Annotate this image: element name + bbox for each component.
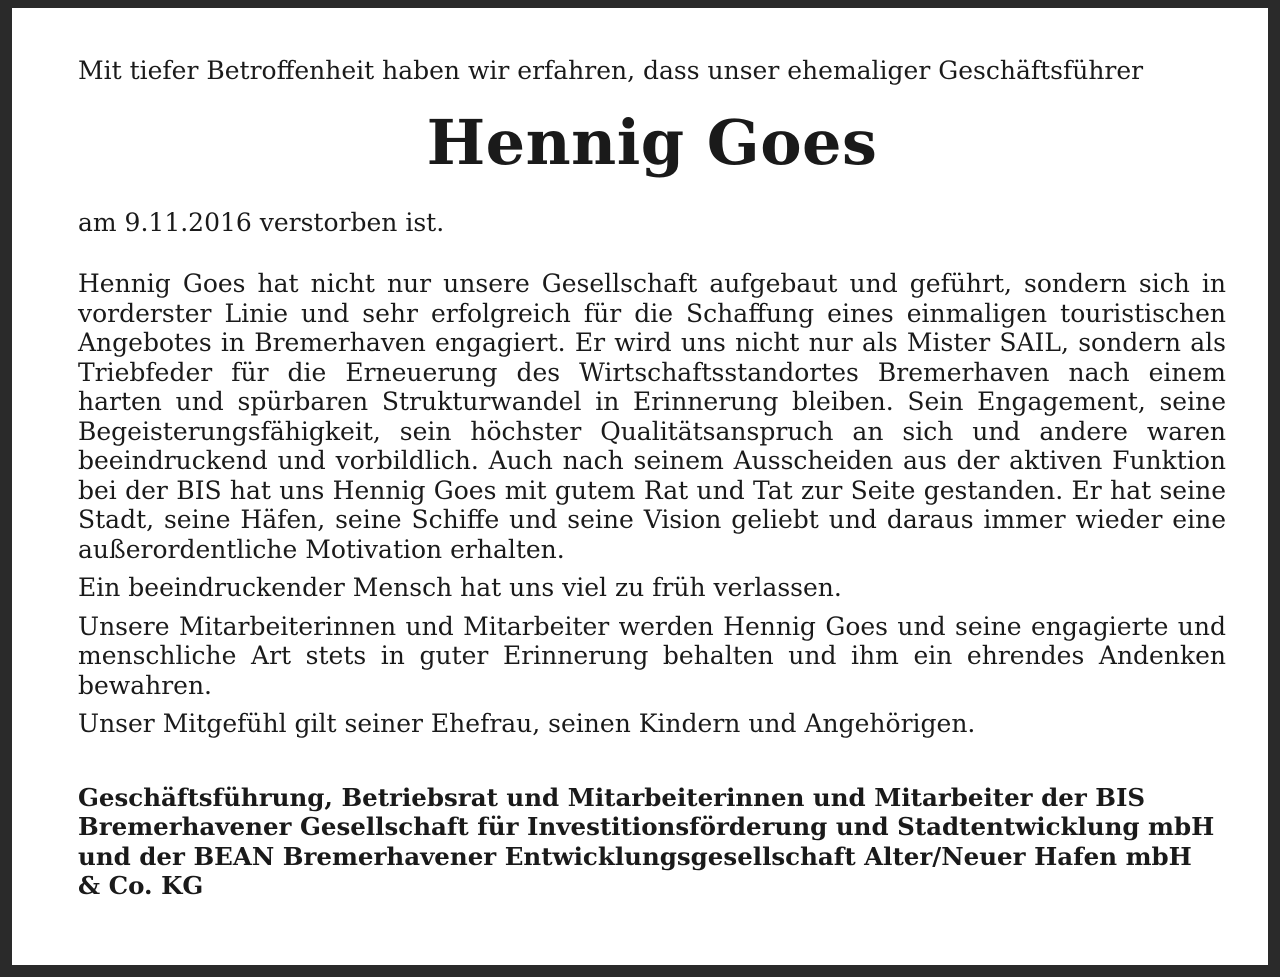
- condolence-paragraph: Unser Mitgefühl gilt seiner Ehefrau, seinen Kindern und Angehörigen.: [78, 709, 976, 738]
- deceased-name: Hennig Goes: [426, 105, 878, 179]
- farewell-paragraph: Ein beeindruckender Mensch hat uns viel zu früh verlassen.: [78, 573, 842, 602]
- notice-content: [78, 56, 1226, 901]
- tribute-paragraph: Hennig Goes hat nicht nur unsere Gesellschaft aufgebaut und geführt, sondern sich in vorderster Linie und sehr erfolgreich für die Schaffung eines einmaligen touristischen Angebotes in Bremerhaven engagiert. Er wird uns nicht nur als Mister SAIL, sondern als Triebfeder für die Erneuerung des Wirtschaftsstandortes Bremerhaven nach einem harten und spürbaren Strukturwandel in Erinnerung bleiben. Sein Engagement, seine Begeisterungsfähigkeit, sein höchster Qualitätsanspruch an sich und andere waren beeindruckend und vorbildlich. Auch nach seinem Ausscheiden aus der aktiven Funktion bei der BIS hat uns Hennig Goes mit gutem Rat und Tat zur Seite gestanden. Er hat seine Stadt, seine Häfen, seine Schiffe und seine Vision geliebt und daraus immer wieder eine außerordentliche Motivation erhalten.: [78, 269, 1226, 564]
- intro-text: Mit tiefer Betroffenheit haben wir erfahren, dass unser ehemaliger Geschäftsführer: [78, 56, 1144, 85]
- date-line: am 9.11.2016 verstorben ist.: [78, 207, 445, 237]
- signature-block: Geschäftsführung, Betriebsrat und Mitarbeiterinnen und Mitarbeiter der BIS Bremerhavener Gesellschaft für Investitionsförderung und Stadtentwicklung mbH und der BEAN Bremerhavener Entwicklungsgesellschaft Alter/Neuer Hafen mbH & Co. KG: [78, 782, 1215, 900]
- remembrance-paragraph: Unsere Mitarbeiterinnen und Mitarbeiter werden Hennig Goes und seine engagierte und menschliche Art stets in guter Erinnerung behalten und ihm ein ehrendes Andenken bewahren.: [78, 611, 1226, 700]
